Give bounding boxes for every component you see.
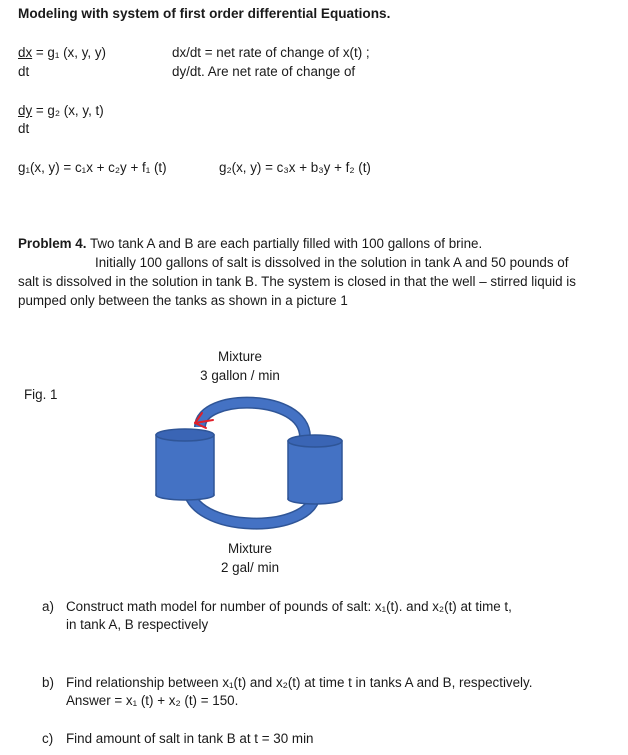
definition-dy: dy/dt. Are net rate of change of xyxy=(172,64,356,79)
g1-function: g₁(x, y) = c₁x + c₂y + f₁ (t) xyxy=(18,160,167,175)
definition-dx: dx/dt = net rate of change of x(t) ; xyxy=(172,45,370,60)
question-b-label: b) xyxy=(42,675,54,690)
problem-line-4: pumped only between the tanks as shown in a picture 1 xyxy=(18,293,348,308)
dx-rhs: = g₁ (x, y, y) xyxy=(32,45,106,60)
dy-denominator: dt xyxy=(18,121,30,136)
tank-a xyxy=(156,429,214,500)
equation-dx-dt xyxy=(18,45,106,60)
page-title: Modeling with system of first order differential Equations. xyxy=(18,6,391,21)
problem-label: Problem 4. xyxy=(18,236,87,251)
question-c-label: c) xyxy=(42,731,54,746)
problem-line-1 xyxy=(18,236,482,251)
figure-label: Fig. 1 xyxy=(24,387,58,402)
question-a-label: a) xyxy=(42,599,54,614)
problem-line-3: salt is dissolved in the solution in tank B. The system is closed in that the well – stirred liquid is xyxy=(18,274,576,289)
dy-numerator: dy xyxy=(18,103,33,118)
bottom-flow-label-2: 2 gal/ min xyxy=(220,560,280,575)
dx-numerator: dx xyxy=(18,45,33,60)
top-flow-label-2: 3 gallon / min xyxy=(200,368,280,383)
tank-diagram xyxy=(140,385,350,540)
dx-denominator: dt xyxy=(18,64,30,79)
dy-rhs: = g₂ (x, y, t) xyxy=(32,103,104,118)
top-flow-label-1: Mixture xyxy=(218,349,262,364)
bottom-flow-label-1: Mixture xyxy=(228,541,272,556)
g2-function: g₂(x, y) = c₃x + b₃y + f₂ (t) xyxy=(219,160,371,175)
problem-text-1: Two tank A and B are each partially filled with 100 gallons of brine. xyxy=(86,236,483,251)
equation-dy-dt xyxy=(18,103,104,118)
question-b-line-2: Answer = x₁ (t) + x₂ (t) = 150. xyxy=(66,693,239,708)
tank-b xyxy=(288,435,342,504)
problem-line-2: Initially 100 gallons of salt is dissolved in the solution in tank A and 50 pounds of xyxy=(95,255,569,270)
question-a-line-1: Construct math model for number of pounds of salt: x₁(t). and x₂(t) at time t, xyxy=(66,599,512,614)
question-a-line-2: in tank A, B respectively xyxy=(66,617,209,632)
question-b-line-1: Find relationship between x₁(t) and x₂(t) at time t in tanks A and B, respectively. xyxy=(66,675,533,690)
question-c-line-1: Find amount of salt in tank B at t = 30 min xyxy=(66,731,314,746)
